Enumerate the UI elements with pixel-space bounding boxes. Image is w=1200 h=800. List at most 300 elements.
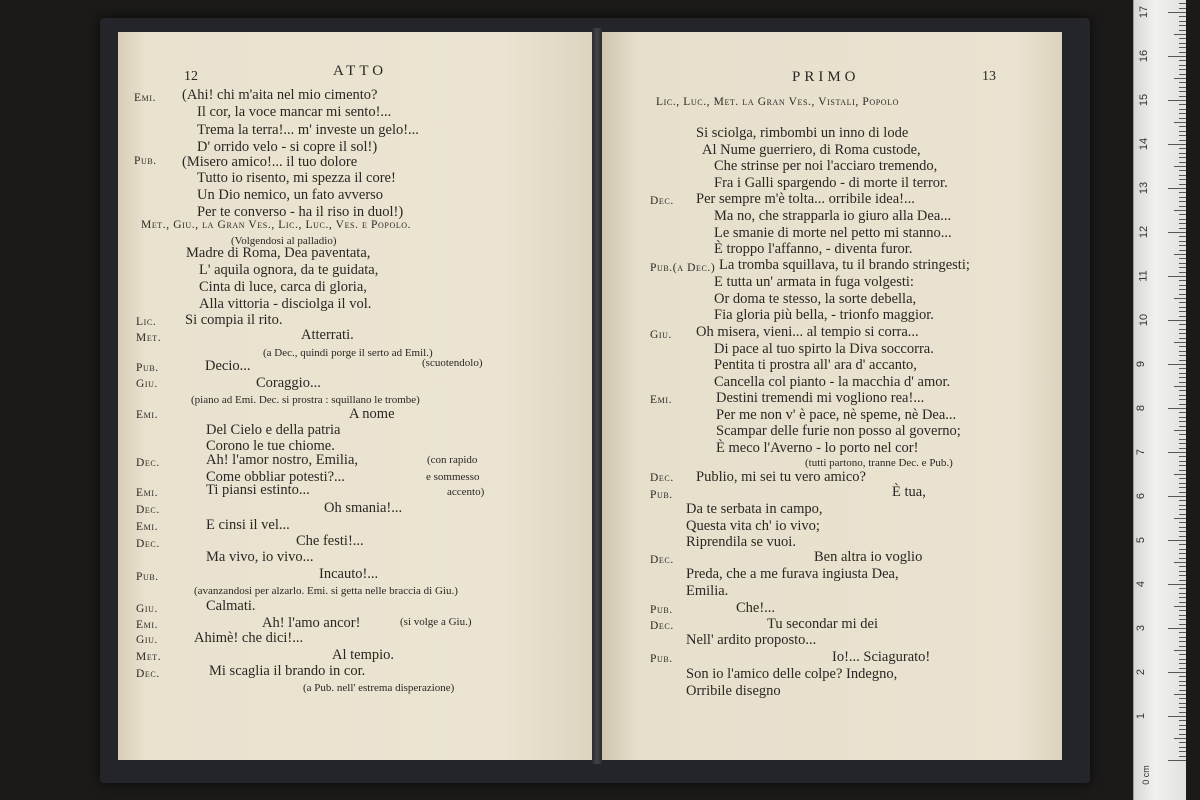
ruler-tick — [1174, 694, 1186, 695]
verse-line: Ma no, che strapparla io giuro alla Dea... — [714, 208, 952, 224]
speaker-label: Emi. — [136, 521, 159, 533]
speaker-label: Emi. — [650, 394, 673, 406]
verse-line: Nell' ardito proposto... — [686, 632, 817, 648]
stage-direction: (Volgendosi al palladio) — [231, 235, 337, 247]
ruler-tick — [1179, 615, 1186, 616]
ruler-tick — [1179, 338, 1186, 339]
speaker-label: Lic., Luc., Met. la Gran Ves., Vistali, Popolo — [656, 96, 900, 108]
verse-line: D' orrido velo - si copre il sol!) — [197, 139, 378, 155]
verse-line: A nome — [349, 406, 395, 422]
ruler-tick — [1179, 267, 1186, 268]
ruler-tick — [1179, 333, 1186, 334]
ruler-tick — [1168, 188, 1186, 189]
ruler-tick — [1179, 87, 1186, 88]
ruler-tick — [1179, 311, 1186, 312]
verse-line: Si sciolga, rimbombi un inno di lode — [696, 125, 909, 141]
ruler-tick — [1179, 417, 1186, 418]
ruler-number: 10 — [1138, 313, 1151, 327]
speaker-label: Pub. — [650, 604, 673, 616]
ruler-tick — [1179, 390, 1186, 391]
verse-line: Or doma te stesso, la sorte debella, — [714, 291, 917, 307]
ruler-tick — [1179, 118, 1186, 119]
speaker-label: Pub. — [136, 571, 159, 583]
ruler-tick — [1174, 430, 1186, 431]
ruler-tick — [1179, 685, 1186, 686]
ruler-tick — [1179, 421, 1186, 422]
ruler-tick — [1179, 654, 1186, 655]
verse-line: Come obbliar potesti?... — [206, 469, 345, 485]
verse-line: L' aquila ognora, da te guidata, — [199, 262, 379, 278]
ruler-tick — [1168, 584, 1186, 585]
verse-line: Ben altra io voglio — [814, 549, 923, 565]
ruler-tick — [1174, 386, 1186, 387]
verse-line: Emilia. — [686, 583, 729, 599]
ruler-tick — [1179, 404, 1186, 405]
verse-line: Publio, mi sei tu vero amico? — [696, 469, 866, 485]
ruler-tick — [1168, 540, 1186, 541]
ruler-tick — [1179, 170, 1186, 171]
stage-direction: (si volge a Giu.) — [400, 616, 472, 628]
ruler-tick — [1179, 500, 1186, 501]
verse-line: Incauto!... — [319, 566, 379, 582]
ruler-tick — [1179, 258, 1186, 259]
verse-line: È tua, — [892, 484, 926, 500]
ruler-tick — [1179, 223, 1186, 224]
verse-line: Ah! l'amor nostro, Emilia, — [206, 452, 359, 468]
ruler-tick — [1179, 619, 1186, 620]
ruler-tick — [1179, 21, 1186, 22]
stage-direction: (a Dec., quindi porge il serto ad Emil.) — [263, 347, 433, 359]
ruler-tick — [1179, 597, 1186, 598]
ruler-tick — [1168, 276, 1186, 277]
stage-direction: (piano ad Emi. Dec. si prostra : squillano le trombe) — [191, 394, 420, 406]
verse-line: Ah! l'amo ancor! — [262, 615, 361, 631]
ruler-tick — [1179, 131, 1186, 132]
ruler-tick — [1179, 544, 1186, 545]
ruler-tick — [1179, 30, 1186, 31]
ruler-tick — [1179, 289, 1186, 290]
ruler-tick — [1179, 157, 1186, 158]
ruler-tick — [1179, 593, 1186, 594]
ruler-tick — [1179, 360, 1186, 361]
ruler-tick — [1179, 571, 1186, 572]
ruler-tick — [1179, 729, 1186, 730]
speaker-label: Met. — [136, 651, 162, 663]
verse-line: È meco l'Averno - lo porto nel cor! — [716, 440, 919, 456]
verse-line: (Ahi! chi m'aita nel mio cimento? — [182, 87, 378, 103]
verse-line: Ma vivo, io vivo... — [206, 549, 314, 565]
ruler-tick — [1179, 373, 1186, 374]
book-gutter — [592, 28, 602, 764]
ruler-number: 4 — [1135, 580, 1148, 588]
ruler-tick — [1179, 734, 1186, 735]
stage-direction: (scuotendolo) — [422, 357, 483, 369]
verse-line: Ahimè! che dici!... — [194, 630, 304, 646]
ruler-tick — [1179, 514, 1186, 515]
ruler-tick — [1179, 456, 1186, 457]
ruler-tick — [1168, 232, 1186, 233]
verse-line: Tu secondar mi dei — [767, 616, 879, 632]
ruler-tick — [1179, 395, 1186, 396]
ruler-tick — [1179, 588, 1186, 589]
right-page — [600, 32, 1062, 760]
ruler-tick — [1179, 3, 1186, 4]
left-page — [118, 32, 596, 760]
ruler-number: 14 — [1138, 137, 1151, 151]
speaker-label: Pub. — [650, 653, 673, 665]
ruler-tick — [1179, 96, 1186, 97]
verse-line: Si compia il rito. — [185, 312, 283, 328]
ruler-tick — [1179, 280, 1186, 281]
ruler-tick — [1179, 91, 1186, 92]
verse-line: Per me non v' è pace, nè speme, nè Dea... — [716, 407, 957, 423]
ruler-tick — [1179, 558, 1186, 559]
speaker-label: Giu. — [136, 603, 159, 615]
ruler-tick — [1179, 329, 1186, 330]
ruler-number: 9 — [1135, 360, 1148, 368]
verse-line: Son io l'amico delle colpe? Indegno, — [686, 666, 898, 682]
ruler-tick — [1168, 628, 1186, 629]
ruler-tick — [1179, 368, 1186, 369]
ruler-number: 11 — [1137, 270, 1150, 282]
ruler-number: 7 — [1135, 448, 1148, 456]
speaker-label: Emi. — [134, 92, 157, 104]
ruler-tick — [1179, 610, 1186, 611]
ruler-tick — [1174, 166, 1186, 167]
verse-line: Il cor, la voce mancar mi sento!... — [197, 104, 392, 120]
ruler-tick — [1179, 602, 1186, 603]
ruler-tick — [1179, 549, 1186, 550]
ruler-tick — [1179, 703, 1186, 704]
ruler-number: 12 — [1138, 225, 1151, 239]
ruler-tick — [1179, 690, 1186, 691]
verse-line: Al Nume guerriero, di Roma custode, — [702, 142, 921, 158]
verse-line: Madre di Roma, Dea paventata, — [186, 245, 371, 261]
speaker-label: Dec. — [136, 457, 160, 469]
ruler-tick — [1179, 263, 1186, 264]
verse-line: Da te serbata in campo, — [686, 501, 823, 517]
ruler-tick — [1179, 126, 1186, 127]
ruler-tick — [1174, 562, 1186, 563]
ruler-tick — [1179, 509, 1186, 510]
verse-line: Alla vittoria - disciolga il vol. — [199, 296, 372, 312]
verse-line: Un Dio nemico, un fato avverso — [197, 187, 384, 203]
ruler-tick — [1179, 426, 1186, 427]
right-running-head: PRIMO — [792, 69, 860, 85]
speaker-label: Pub. — [650, 489, 673, 501]
ruler-tick — [1179, 637, 1186, 638]
ruler-tick — [1174, 738, 1186, 739]
speaker-label: Pub. — [134, 155, 157, 167]
ruler-tick — [1179, 104, 1186, 105]
ruler-tick — [1168, 716, 1186, 717]
ruler-tick — [1179, 38, 1186, 39]
ruler-tick — [1179, 214, 1186, 215]
verse-line: Fia gloria più bella, - trionfo maggior. — [714, 307, 934, 323]
ruler-tick — [1179, 751, 1186, 752]
speaker-label: Emi. — [136, 487, 159, 499]
ruler-tick — [1179, 351, 1186, 352]
ruler-tick — [1179, 448, 1186, 449]
speaker-label: Emi. — [136, 619, 159, 631]
ruler-number: 17 — [1138, 5, 1151, 19]
ruler-tick — [1174, 650, 1186, 651]
ruler-tick — [1179, 566, 1186, 567]
ruler-tick — [1179, 43, 1186, 44]
verse-line: Che!... — [736, 600, 776, 616]
verse-line: Scampar delle furie non posso al governo; — [716, 423, 961, 439]
ruler-number: 1 — [1135, 712, 1148, 720]
speaker-label: Dec. — [136, 538, 160, 550]
ruler-tick — [1179, 65, 1186, 66]
ruler-tick — [1179, 434, 1186, 435]
ruler-tick — [1179, 236, 1186, 237]
ruler-tick — [1179, 399, 1186, 400]
ruler-tick — [1179, 531, 1186, 532]
speaker-label: Emi. — [136, 409, 159, 421]
ruler-tick — [1179, 478, 1186, 479]
left-running-head: ATTO — [333, 63, 388, 79]
verse-line: È troppo l'affanno, - diventa furor. — [714, 241, 913, 257]
stage-direction: e sommesso — [426, 471, 480, 483]
ruler-tick — [1179, 659, 1186, 660]
ruler-unit-label: 0 cm — [1140, 765, 1151, 785]
speaker-label: Dec. — [136, 668, 160, 680]
ruler-tick — [1179, 250, 1186, 251]
ruler-tick — [1179, 747, 1186, 748]
ruler-tick — [1179, 461, 1186, 462]
speaker-label: Dec. — [650, 195, 674, 207]
ruler-tick — [1179, 492, 1186, 493]
speaker-label: Giu. — [136, 634, 159, 646]
ruler-tick — [1179, 201, 1186, 202]
verse-line: Destini tremendi mi vogliono rea!... — [716, 390, 925, 406]
ruler-tick — [1179, 74, 1186, 75]
ruler-tick — [1179, 16, 1186, 17]
ruler-tick — [1174, 34, 1186, 35]
ruler-tick — [1179, 272, 1186, 273]
ruler-tick — [1179, 725, 1186, 726]
ruler-tick — [1179, 192, 1186, 193]
ruler-tick — [1179, 756, 1186, 757]
verse-line: (Misero amico!... il tuo dolore — [182, 154, 358, 170]
verse-line: E tutta un' armata in fuga volgesti: — [714, 274, 914, 290]
speaker-label: Dec. — [650, 472, 674, 484]
ruler-tick — [1179, 179, 1186, 180]
ruler-tick — [1179, 382, 1186, 383]
verse-line: Cancella col pianto - la macchia d' amor. — [714, 374, 951, 390]
ruler-tick — [1174, 254, 1186, 255]
right-page-number: 13 — [982, 69, 996, 84]
ruler-tick — [1179, 175, 1186, 176]
ruler-tick — [1174, 518, 1186, 519]
verse-line: Preda, che a me furava ingiusta Dea, — [686, 566, 899, 582]
ruler-tick — [1179, 470, 1186, 471]
verse-line: Ti piansi estinto... — [206, 482, 310, 498]
verse-line: Mi scaglia il brando in cor. — [209, 663, 366, 679]
ruler-tick — [1179, 641, 1186, 642]
verse-line: Decio... — [205, 358, 251, 374]
ruler-tick — [1179, 412, 1186, 413]
ruler-tick — [1174, 210, 1186, 211]
verse-line: Questa vita ch' io vivo; — [686, 518, 820, 534]
speaker-label: Dec. — [650, 620, 674, 632]
ruler-tick — [1179, 8, 1186, 9]
ruler-tick — [1168, 144, 1186, 145]
ruler-tick — [1179, 505, 1186, 506]
ruler-tick — [1179, 109, 1186, 110]
ruler-tick — [1179, 25, 1186, 26]
verse-line: Coraggio... — [256, 375, 321, 391]
verse-line: Io!... Sciagurato! — [832, 649, 931, 665]
stage-direction: (tutti partono, tranne Dec. e Pub.) — [805, 457, 953, 469]
speaker-label: Dec. — [650, 554, 674, 566]
ruler-tick — [1168, 56, 1186, 57]
ruler-tick — [1174, 474, 1186, 475]
ruler-tick — [1179, 302, 1186, 303]
ruler-number: 8 — [1135, 404, 1148, 412]
left-page-number: 12 — [184, 69, 198, 84]
ruler-tick — [1179, 439, 1186, 440]
ruler-tick — [1179, 575, 1186, 576]
verse-line: Le smanie di morte nel petto mi stanno... — [714, 225, 952, 241]
ruler-tick — [1168, 100, 1186, 101]
speaker-label: Met. — [136, 332, 162, 344]
stage-direction: (a Pub. nell' estrema disperazione) — [303, 682, 455, 694]
verse-line: Calmati. — [206, 598, 256, 614]
verse-line: Per te converso - ha il riso in duol!) — [197, 204, 404, 220]
ruler-tick — [1179, 355, 1186, 356]
ruler-tick — [1168, 452, 1186, 453]
speaker-label: Met., Giu., la Gran Ves., Lic., Luc., Ves. e Popolo. — [141, 219, 412, 231]
ruler-number: 13 — [1138, 181, 1151, 195]
ruler-tick — [1179, 742, 1186, 743]
ruler-tick — [1179, 285, 1186, 286]
verse-line: Pentita ti prostra all' ara d' accanto, — [714, 357, 917, 373]
ruler-tick — [1179, 324, 1186, 325]
ruler-tick — [1179, 663, 1186, 664]
stage-direction: (con rapido — [427, 454, 478, 466]
ruler-tick — [1168, 672, 1186, 673]
verse-line: Orribile disegno — [686, 683, 781, 699]
ruler-tick — [1179, 60, 1186, 61]
ruler-tick — [1174, 78, 1186, 79]
speaker-label: Giu. — [650, 329, 673, 341]
ruler-tick — [1179, 720, 1186, 721]
ruler-tick — [1179, 113, 1186, 114]
speaker-label: Lic. — [136, 316, 157, 328]
verse-line: Tutto io risento, mi spezza il core! — [197, 170, 396, 186]
ruler-tick — [1168, 408, 1186, 409]
ruler-tick — [1179, 676, 1186, 677]
verse-line: La tromba squillava, tu il brando stringesti; — [719, 257, 970, 273]
verse-line: Cinta di luce, carca di gloria, — [199, 279, 367, 295]
ruler-tick — [1174, 606, 1186, 607]
ruler-tick — [1179, 698, 1186, 699]
ruler-tick — [1179, 69, 1186, 70]
ruler-tick — [1179, 307, 1186, 308]
ruler-number: 6 — [1135, 492, 1148, 500]
stage-direction: (avanzandosi per alzarlo. Emi. si getta nelle braccia di Giu.) — [194, 585, 458, 597]
ruler-tick — [1179, 148, 1186, 149]
ruler-tick — [1179, 553, 1186, 554]
speaker-label: Pub. — [136, 362, 159, 374]
ruler-tick — [1168, 364, 1186, 365]
ruler-tick — [1179, 377, 1186, 378]
ruler-number: 5 — [1135, 536, 1148, 544]
ruler-tick — [1179, 624, 1186, 625]
ruler-tick — [1179, 465, 1186, 466]
verse-line: Di pace al tuo spirto la Diva soccorra. — [714, 341, 934, 357]
ruler-tick — [1179, 536, 1186, 537]
speaker-label: Pub.(a Dec.) — [650, 262, 716, 274]
ruler-tick — [1174, 342, 1186, 343]
ruler-tick — [1179, 646, 1186, 647]
ruler-tick — [1179, 241, 1186, 242]
stage-direction: accento) — [447, 486, 485, 498]
verse-line: Che festi!... — [296, 533, 364, 549]
verse-line: Del Cielo e della patria — [206, 422, 341, 438]
ruler-tick — [1179, 245, 1186, 246]
ruler-tick — [1174, 298, 1186, 299]
ruler-tick — [1179, 206, 1186, 207]
ruler-tick — [1179, 483, 1186, 484]
ruler-tick — [1179, 712, 1186, 713]
verse-line: Al tempio. — [332, 647, 395, 663]
ruler-tick — [1179, 668, 1186, 669]
ruler-tick — [1179, 153, 1186, 154]
ruler-tick — [1168, 12, 1186, 13]
ruler-tick — [1179, 632, 1186, 633]
ruler-tick — [1179, 162, 1186, 163]
ruler-tick — [1179, 82, 1186, 83]
ruler-tick — [1179, 140, 1186, 141]
verse-line: Oh misera, vieni... al tempio si corra... — [696, 324, 919, 340]
ruler-tick — [1179, 294, 1186, 295]
speaker-label: Dec. — [136, 504, 160, 516]
verse-line: Corono le tue chiome. — [206, 438, 335, 454]
ruler-tick — [1179, 47, 1186, 48]
ruler-tick — [1179, 522, 1186, 523]
ruler-tick — [1179, 316, 1186, 317]
ruler-tick — [1179, 580, 1186, 581]
ruler-number: 15 — [1138, 93, 1151, 107]
ruler-tick — [1179, 487, 1186, 488]
ruler-number: 3 — [1135, 624, 1148, 632]
verse-line: Fra i Galli spargendo - di morte il terror. — [714, 175, 948, 191]
ruler-tick — [1179, 219, 1186, 220]
verse-line: Atterrati. — [301, 327, 354, 343]
ruler-tick — [1179, 197, 1186, 198]
ruler-tick — [1168, 320, 1186, 321]
ruler-tick — [1179, 346, 1186, 347]
verse-line: E cinsi il vel... — [206, 517, 290, 533]
ruler-tick — [1179, 681, 1186, 682]
ruler-tick — [1174, 122, 1186, 123]
verse-line: Oh smania!... — [324, 500, 403, 516]
ruler-number: 2 — [1135, 668, 1148, 676]
ruler-number: 16 — [1138, 49, 1151, 63]
measuring-ruler — [1133, 0, 1186, 800]
ruler-tick — [1179, 184, 1186, 185]
ruler-tick — [1179, 52, 1186, 53]
verse-line: Per sempre m'è tolta... orribile idea!... — [696, 191, 915, 207]
ruler-tick — [1179, 527, 1186, 528]
verse-line: Riprendila se vuoi. — [686, 534, 796, 550]
verse-line: Trema la terra!... m' investe un gelo!... — [197, 122, 419, 138]
ruler-tick — [1168, 496, 1186, 497]
ruler-tick — [1179, 707, 1186, 708]
